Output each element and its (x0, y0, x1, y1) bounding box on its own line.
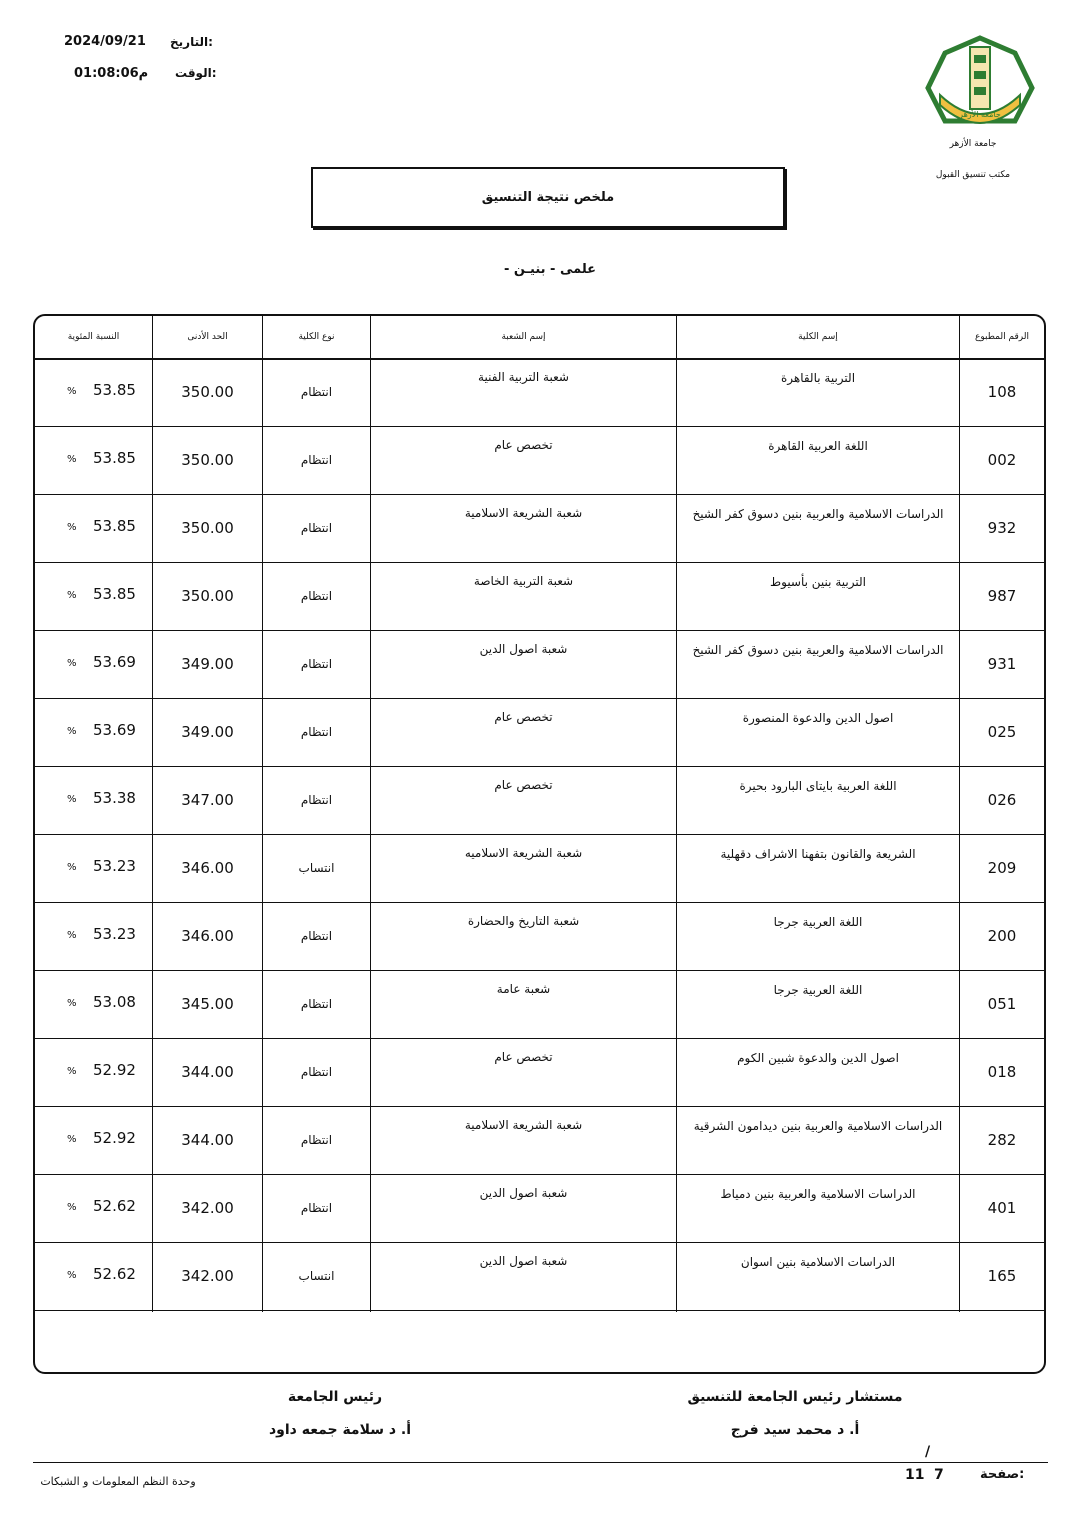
cell-percentage (35, 834, 152, 902)
percent-sign: % (67, 862, 77, 873)
percentage-value: 53.23 (93, 925, 136, 943)
percentage-value: 53.85 (93, 517, 136, 535)
percent-sign: % (67, 1066, 77, 1077)
percent-sign: % (67, 1270, 77, 1281)
percent-sign: % (67, 726, 77, 737)
time-label: الوقت: (175, 66, 217, 80)
percentage-value: 53.85 (93, 585, 136, 603)
cell-min-score: 349.00 (181, 655, 234, 673)
cell-branch: شعبة اصول الدين (479, 1186, 568, 1200)
president-title: رئيس الجامعة (287, 1389, 383, 1405)
cell-code: 108 (987, 383, 1017, 401)
percent-sign: % (67, 930, 77, 941)
table-row (35, 494, 1044, 563)
time-value: م01:08:06 (74, 66, 149, 81)
cell-min-score: 346.00 (181, 859, 234, 877)
cell-code: 026 (987, 791, 1017, 809)
cell-min-score: 350.00 (181, 587, 234, 605)
percentage-value: 53.23 (93, 857, 136, 875)
cell-percentage (35, 970, 152, 1038)
percentage-value: 53.69 (93, 653, 136, 671)
cell-percentage (35, 902, 152, 970)
cell-college: الدراسات الاسلامية والعربية بنين دمياط (720, 1187, 916, 1201)
cell-college: الدراسات الاسلامية والعربية بنين ديدامون الشرقية (693, 1119, 943, 1133)
percentage-value: 53.85 (93, 381, 136, 399)
cell-college: اللغة العربية بايتاى البارود بحيرة (739, 779, 897, 793)
cell-college: اللغة العربية القاهرة (768, 439, 868, 453)
president-name: أ. د سلامة جمعه داود (268, 1422, 412, 1438)
page-total: 11 (905, 1467, 925, 1483)
advisor-title: مستشار رئيس الجامعة للتنسيق (687, 1389, 903, 1405)
percent-sign: % (67, 1134, 77, 1145)
cell-code: 018 (987, 1063, 1017, 1081)
cell-branch: شعبة اصول الدين (479, 1254, 568, 1268)
cell-code: 987 (987, 587, 1017, 605)
cell-college: اللغة العربية جرجا (773, 983, 863, 997)
cell-branch: تخصص عام (494, 778, 553, 792)
col-branch-header: إسم الشعبة (501, 332, 546, 342)
cell-type: انتظام (300, 453, 333, 467)
percent-sign: % (67, 794, 77, 805)
percent-sign: % (67, 386, 77, 397)
cell-percentage (35, 494, 152, 562)
cell-percentage (35, 426, 152, 494)
cell-college: اصول الدين والدعوة شبين الكوم (737, 1051, 899, 1065)
logo-text: جامعة الأزهر (959, 110, 1001, 119)
percent-sign: % (67, 1202, 77, 1213)
cell-branch: شعبة التربية الفنية (478, 370, 569, 384)
table-row (35, 562, 1044, 631)
cell-percentage (35, 1242, 152, 1310)
cell-branch: تخصص عام (494, 710, 553, 724)
col-type-header: نوع الكلية (298, 332, 335, 342)
cell-type: انتظام (300, 793, 333, 807)
percent-sign: % (67, 454, 77, 465)
cell-branch: شعبة اصول الدين (479, 642, 568, 656)
cell-min-score: 344.00 (181, 1063, 234, 1081)
cell-code: 401 (987, 1199, 1017, 1217)
university-logo-icon (920, 33, 1040, 128)
cell-college: اصول الدين والدعوة المنصورة (742, 711, 894, 725)
cell-branch: شعبة عامة (496, 982, 551, 996)
cell-min-score: 342.00 (181, 1267, 234, 1285)
col-min-header: الحد الأدنى (187, 332, 228, 342)
percentage-value: 53.08 (93, 993, 136, 1011)
cell-percentage (35, 562, 152, 630)
cell-type: انتظام (300, 1201, 333, 1215)
cell-min-score: 344.00 (181, 1131, 234, 1149)
cell-type: انتظام (300, 997, 333, 1011)
table-row (35, 1038, 1044, 1107)
percentage-value: 52.92 (93, 1061, 136, 1079)
table-row (35, 1242, 1044, 1311)
cell-percentage (35, 1106, 152, 1174)
table-row (35, 902, 1044, 971)
cell-code: 002 (987, 451, 1017, 469)
cell-college: اللغة العربية جرجا (773, 915, 863, 929)
cell-type: انتظام (300, 725, 333, 739)
table-row (35, 358, 1044, 427)
cell-branch: شعبة الشريعة الاسلاميه (464, 846, 583, 860)
cell-branch: شعبة التربية الخاصة (473, 574, 574, 588)
cell-percentage (35, 630, 152, 698)
cell-type: انتساب (298, 1269, 335, 1283)
cell-code: 932 (987, 519, 1017, 537)
cell-college: الدراسات الاسلامية والعربية بنين دسوق كفر الشيخ (692, 643, 944, 657)
table-row (35, 630, 1044, 699)
cell-type: انتظام (300, 521, 333, 535)
cell-college: الدراسات الاسلامية والعربية بنين دسوق كفر الشيخ (692, 507, 944, 521)
cell-min-score: 350.00 (181, 383, 234, 401)
table-row (35, 1174, 1044, 1243)
table-row (35, 970, 1044, 1039)
cell-type: انتظام (300, 1065, 333, 1079)
page-separator: / (925, 1444, 931, 1460)
cell-college: الدراسات الاسلامية بنين اسوان (740, 1255, 896, 1269)
cell-type: انتظام (300, 589, 333, 603)
table-header (35, 316, 1044, 360)
cell-branch: تخصص عام (494, 1050, 553, 1064)
percentage-value: 53.69 (93, 721, 136, 739)
percent-sign: % (67, 998, 77, 1009)
table-row (35, 766, 1044, 835)
percentage-value: 52.62 (93, 1265, 136, 1283)
percentage-value: 52.62 (93, 1197, 136, 1215)
col-code-header: الرقم المطبوع (975, 332, 1029, 342)
date-label: التاريخ: (170, 35, 213, 49)
cell-type: انتظام (300, 385, 333, 399)
date-value: 2024/09/21 (64, 34, 146, 49)
table-row (35, 1106, 1044, 1175)
cell-code: 051 (987, 995, 1017, 1013)
cell-min-score: 347.00 (181, 791, 234, 809)
percentage-value: 52.92 (93, 1129, 136, 1147)
org-office: مكتب تنسيق القبول (935, 170, 1011, 180)
cell-min-score: 345.00 (181, 995, 234, 1013)
cell-code: 200 (987, 927, 1017, 945)
col-pct-header: النسبة المئوية (67, 332, 120, 342)
cell-type: انتظام (300, 1133, 333, 1147)
cell-min-score: 349.00 (181, 723, 234, 741)
cell-percentage (35, 358, 152, 426)
cell-code: 209 (987, 859, 1017, 877)
cell-college: التربية بالقاهرة (780, 371, 856, 385)
footer-divider (33, 1462, 1048, 1463)
footer-unit: وحدة النظم المعلومات و الشبكات (40, 1475, 196, 1488)
percent-sign: % (67, 522, 77, 533)
table-row (35, 834, 1044, 903)
cell-percentage (35, 1174, 152, 1242)
org-name: جامعة الأزهر (949, 139, 997, 149)
cell-code: 282 (987, 1131, 1017, 1149)
cell-college: التربية بنين بأسيوط (770, 575, 866, 589)
table-row (35, 698, 1044, 767)
cell-type: انتساب (298, 861, 335, 875)
cell-branch: شعبة الشريعة الاسلامية (464, 506, 583, 520)
cell-min-score: 346.00 (181, 927, 234, 945)
cell-type: انتظام (300, 929, 333, 943)
percentage-value: 53.85 (93, 449, 136, 467)
advisor-name: أ. د محمد سيد فرج (730, 1422, 860, 1438)
percent-sign: % (67, 658, 77, 669)
col-college-header: إسم الكلية (798, 332, 838, 342)
cell-code: 931 (987, 655, 1017, 673)
page-label: صفحة: (980, 1467, 1025, 1482)
cell-code: 165 (987, 1267, 1017, 1285)
table-row (35, 426, 1044, 495)
cell-branch: شعبة الشريعة الاسلامية (464, 1118, 583, 1132)
cell-percentage (35, 1038, 152, 1106)
cell-branch: شعبة التاريخ والحضارة (467, 914, 580, 928)
cell-branch: تخصص عام (494, 438, 553, 452)
percentage-value: 53.38 (93, 789, 136, 807)
report-subtitle: - علمى - بنيـن (503, 262, 597, 277)
results-table (33, 314, 1046, 1374)
cell-code: 025 (987, 723, 1017, 741)
page-current: 7 (934, 1467, 944, 1483)
cell-college: الشريعة والقانون بتفهنا الاشراف دقهلية (720, 847, 916, 861)
cell-percentage (35, 698, 152, 766)
percent-sign: % (67, 590, 77, 601)
cell-min-score: 342.00 (181, 1199, 234, 1217)
cell-type: انتظام (300, 657, 333, 671)
cell-min-score: 350.00 (181, 451, 234, 469)
cell-percentage (35, 766, 152, 834)
cell-min-score: 350.00 (181, 519, 234, 537)
report-title: ملخص نتيجة التنسيق (311, 167, 785, 228)
